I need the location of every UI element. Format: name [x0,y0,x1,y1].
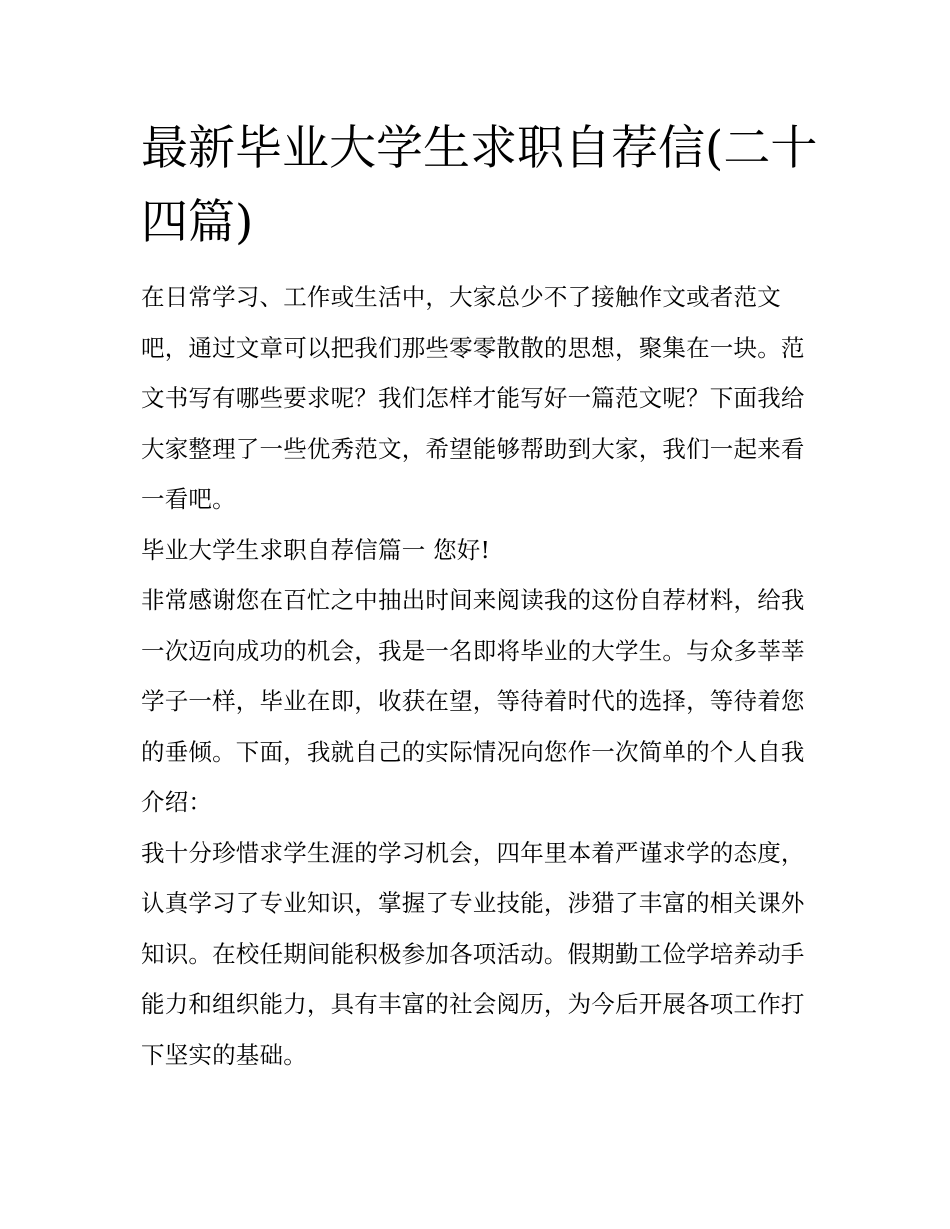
body-paragraph: 我十分珍惜求学生涯的学习机会，四年里本着严谨求学的态度，认真学习了专业知识，掌握了专业技能，涉猎了丰富的相关课外知识。在校任期间能积极参加各项活动。假期勤工俭学培养动手能力和组织能力，具有丰富的社会阅历，为今后开展各项工作打下坚实的基础。 [141,838,805,1069]
section-heading-paragraph: 毕业大学生求职自荐信篇一 您好! [141,535,491,564]
document-body [141,112,821,1080]
body-paragraph: 非常感谢您在百忙之中抽出时间来阅读我的这份自荐材料，给我一次迈向成功的机会，我是一名即将毕业的大学生。与众多莘莘学子一样，毕业在即，收获在望，等待着时代的选择，等待着您的垂倾。下面，我就自己的实际情况向您作一次简单的个人自我介绍： [141,586,805,816]
intro-paragraph: 在日常学习、工作或生活中，大家总少不了接触作文或者范文吧，通过文章可以把我们那些零零散散的思想，聚集在一块。范文书写有哪些要求呢？我们怎样才能写好一篇范文呢？下面我给大家整理了一些优秀范文，希望能够帮助到大家，我们一起来看一看吧。 [141,283,805,513]
document-title: 最新毕业大学生求职自荐信(二十四篇) [141,121,818,250]
